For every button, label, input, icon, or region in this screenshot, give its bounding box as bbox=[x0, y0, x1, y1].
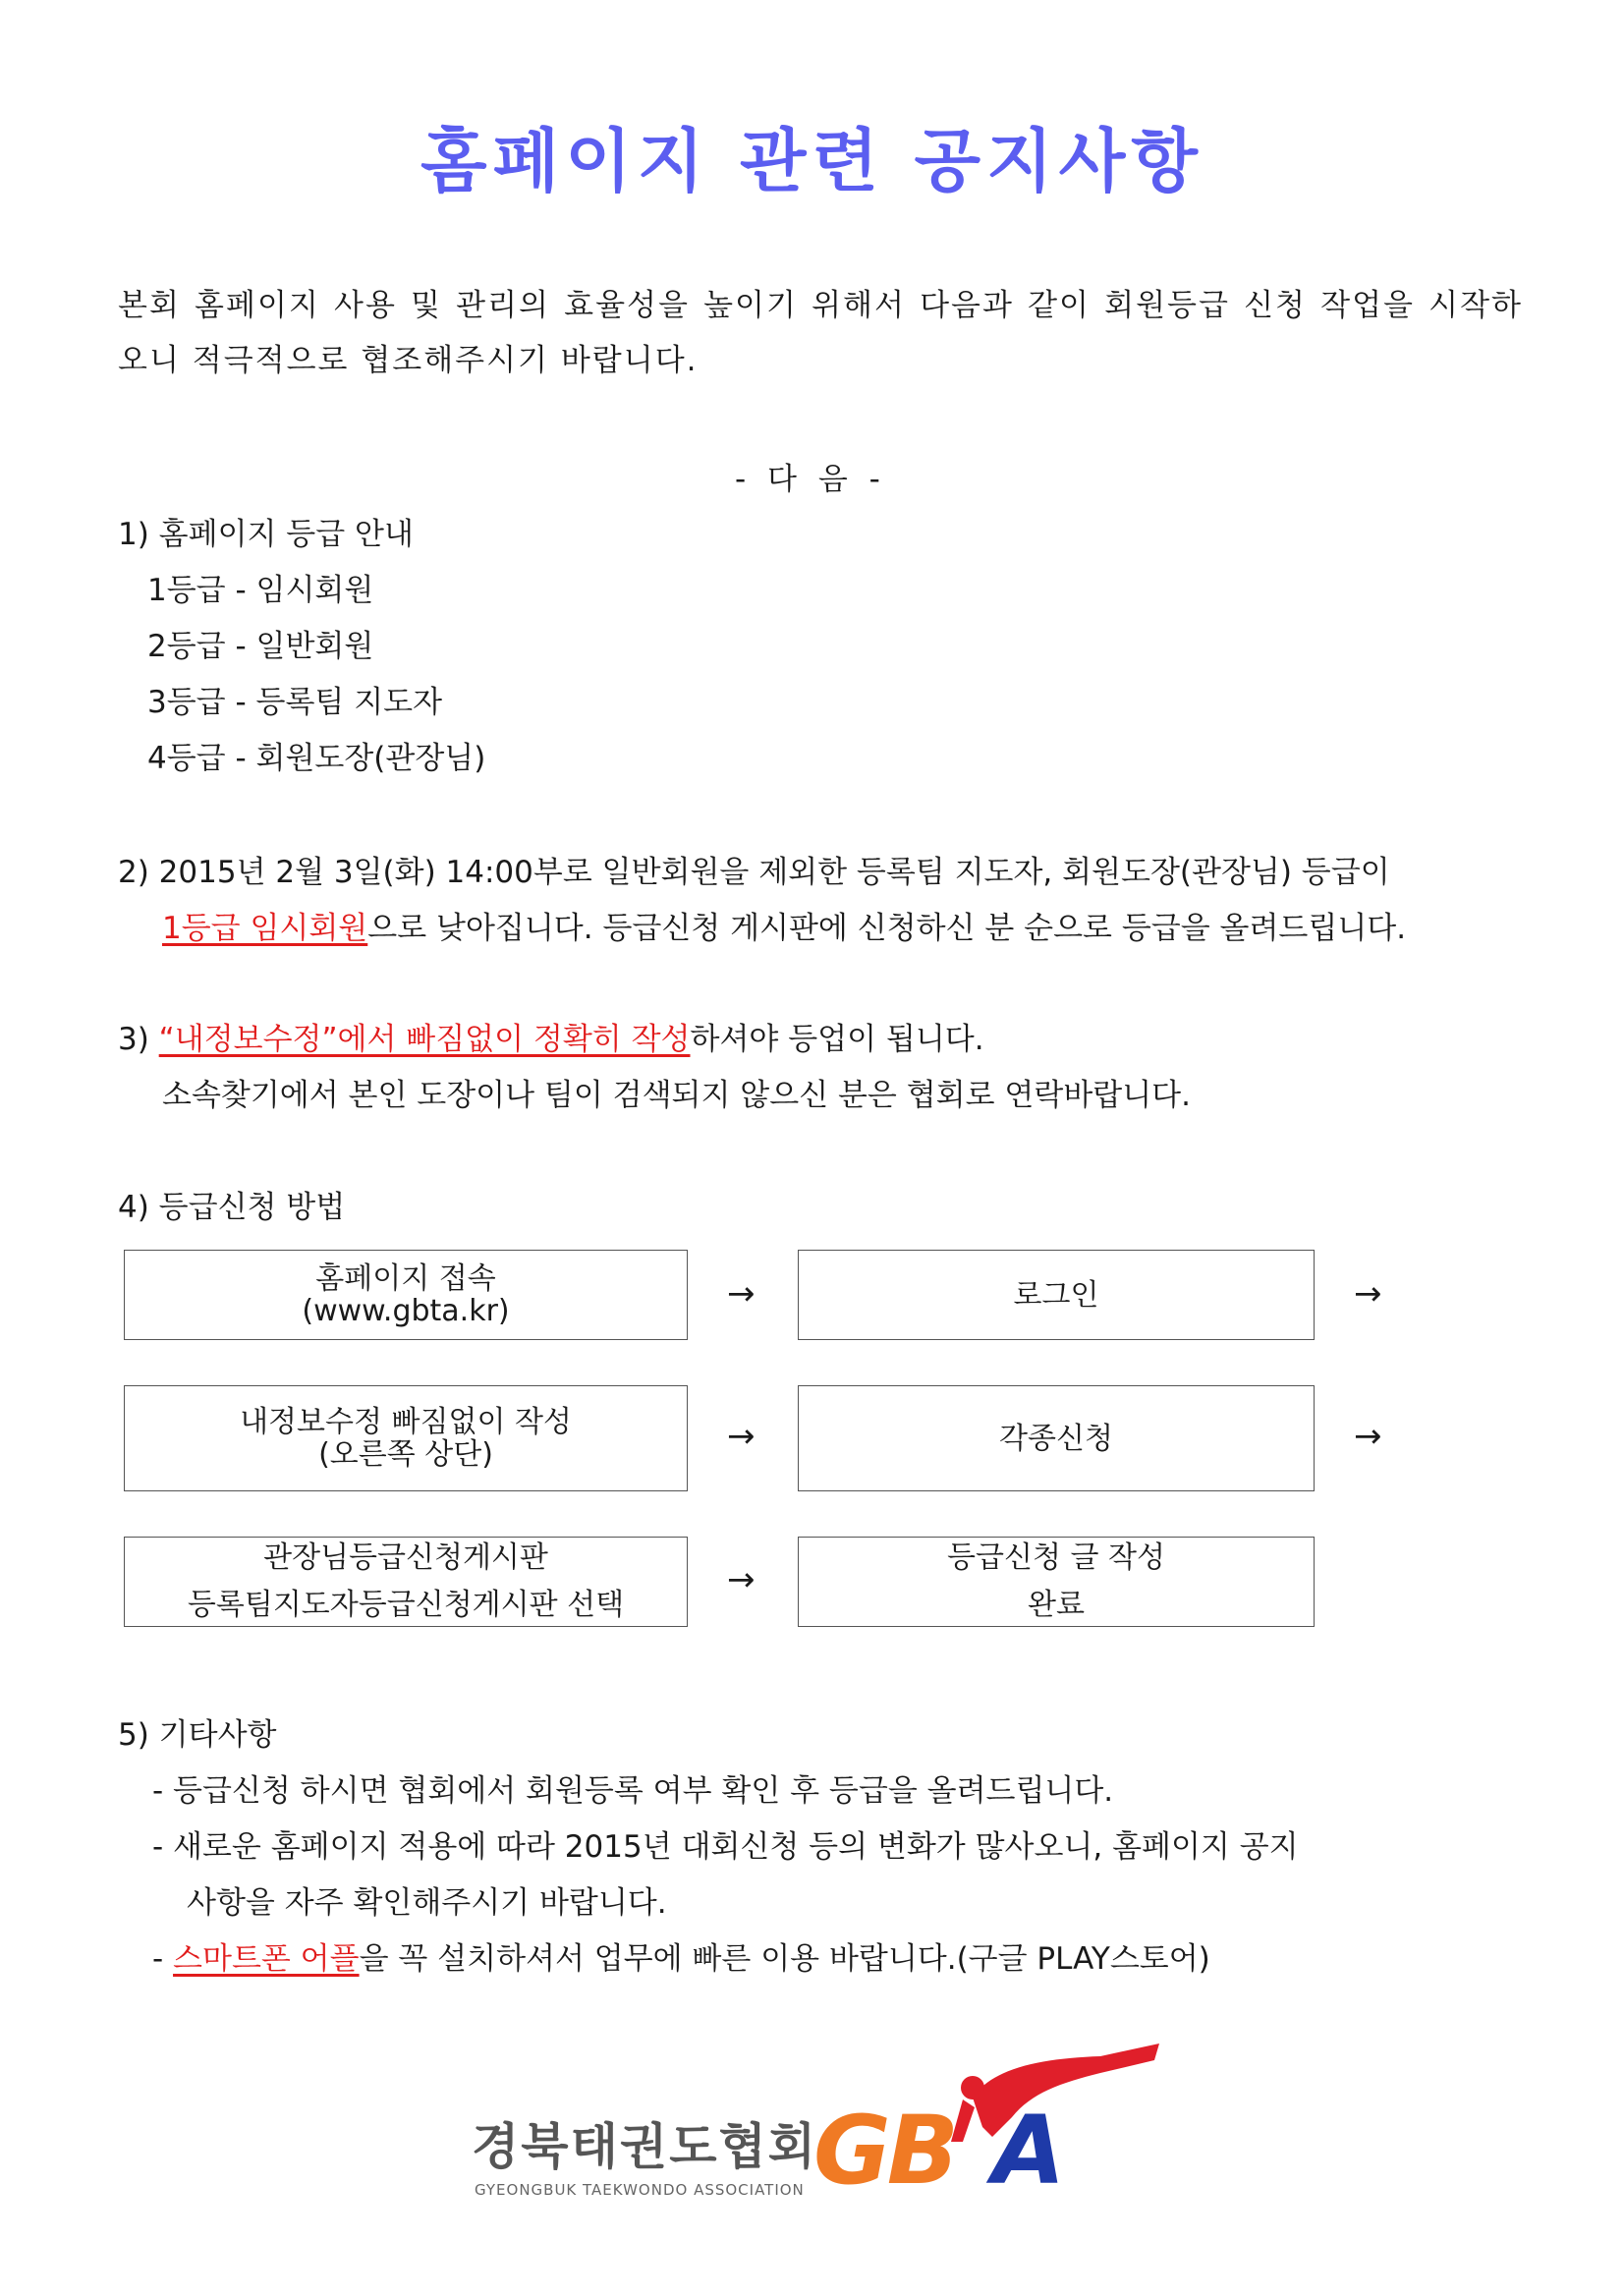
step-line: 등록팀지도자등급신청게시판 선택 bbox=[187, 1588, 625, 1622]
grade-item: 1등급 - 임시회원 bbox=[147, 573, 374, 608]
step-line: 등급신청 글 작성 bbox=[947, 1540, 1165, 1575]
section5-bullet: - 등급신청 하시면 협회에서 회원등록 여부 확인 후 등급을 올려드립니다. bbox=[152, 1773, 1114, 1809]
step-box-login bbox=[798, 1250, 1315, 1340]
step-line: 홈페이지 접속 bbox=[315, 1261, 496, 1296]
logo-mark-a: A bbox=[992, 2096, 1066, 2206]
highlight-profile-edit: “내정보수정”에서 빠짐없이 정확히 작성 bbox=[158, 1022, 691, 1057]
section2-line1: 2) 2015년 2월 3일(화) 14:00부로 일반회원을 제외한 등록팀 지도자, 회원도장(관장님) 등급이 bbox=[118, 855, 1390, 890]
association-logo bbox=[472, 2039, 1179, 2215]
grade-item: 3등급 - 등록팀 지도자 bbox=[147, 685, 443, 720]
step-box-board bbox=[124, 1537, 688, 1627]
right-arrow-icon: → bbox=[727, 1417, 756, 1456]
page-title: 홈페이지 관련 공지사항 bbox=[420, 121, 1204, 201]
section5-bullet bbox=[152, 1933, 1210, 1978]
step-box-write bbox=[798, 1537, 1315, 1627]
section5-title: 5) 기타사항 bbox=[118, 1717, 277, 1753]
step-line: (www.gbta.kr) bbox=[302, 1294, 510, 1328]
highlight-smartphone-app: 스마트폰 어플 bbox=[173, 1941, 360, 1977]
notice-heading: - 다 음 - bbox=[735, 462, 886, 497]
section5-bullet-cont: 사항을 자주 확인해주시기 바랍니다. bbox=[187, 1885, 667, 1921]
step-box-profile bbox=[124, 1385, 688, 1491]
section5-bullet: - 새로운 홈페이지 적용에 따라 2015년 대회신청 등의 변화가 많사오니, 홈페이지 공지 bbox=[152, 1829, 1299, 1865]
step-line: (오른쪽 상단) bbox=[318, 1437, 493, 1472]
step-box-homepage bbox=[124, 1250, 688, 1340]
step-line: 완료 bbox=[1028, 1588, 1085, 1622]
logo-korean-name: 경북태권도협회 bbox=[472, 2118, 818, 2175]
grade-item: 2등급 - 일반회원 bbox=[147, 629, 374, 664]
step-line: 각종신청 bbox=[999, 1421, 1113, 1456]
section3-line2: 소속찾기에서 본인 도장이나 팀이 검색되지 않으신 분은 협회로 연락바랍니다. bbox=[162, 1078, 1191, 1113]
section2-line2-rest: 으로 낮아집니다. 등급신청 게시판에 신청하신 분 순으로 등급을 올려드립니다. bbox=[367, 911, 1407, 946]
bullet-rest: 을 꼭 설치하셔서 업무에 빠른 이용 바랍니다.(구글 PLAY스토어) bbox=[359, 1941, 1210, 1977]
bullet-prefix: - bbox=[152, 1941, 174, 1977]
step-line: 내정보수정 빠짐없이 작성 bbox=[240, 1405, 572, 1439]
logo-english-name: GYEONGBUK TAEKWONDO ASSOCIATION bbox=[475, 2181, 805, 2199]
right-arrow-icon: → bbox=[1354, 1274, 1382, 1314]
step-line: 관장님등급신청게시판 bbox=[263, 1540, 548, 1575]
section4-title: 4) 등급신청 방법 bbox=[118, 1190, 346, 1225]
intro-paragraph: 본회 홈페이지 사용 및 관리의 효율성을 높이기 위해서 다음과 같이 회원등급 신청 작업을 시작하오니 적극적으로 협조해주시기 바랍니다. bbox=[118, 288, 1523, 378]
right-arrow-icon: → bbox=[727, 1274, 756, 1314]
logo-mark-gb: GB bbox=[813, 2096, 955, 2206]
step-line: 로그인 bbox=[1013, 1277, 1099, 1313]
section3-prefix: 3) bbox=[118, 1022, 159, 1057]
section3-rest: 하셔야 등업이 됩니다. bbox=[690, 1022, 984, 1057]
highlight-temp-member: 1등급 임시회원 bbox=[162, 911, 368, 946]
section1-title: 1) 홈페이지 등급 안내 bbox=[118, 517, 414, 552]
right-arrow-icon: → bbox=[727, 1560, 756, 1599]
right-arrow-icon: → bbox=[1354, 1417, 1382, 1456]
section3-line1 bbox=[118, 1014, 984, 1058]
grade-item: 4등급 - 회원도장(관장님) bbox=[147, 741, 486, 776]
section2-line2 bbox=[162, 903, 1406, 947]
step-box-apply bbox=[798, 1385, 1315, 1491]
